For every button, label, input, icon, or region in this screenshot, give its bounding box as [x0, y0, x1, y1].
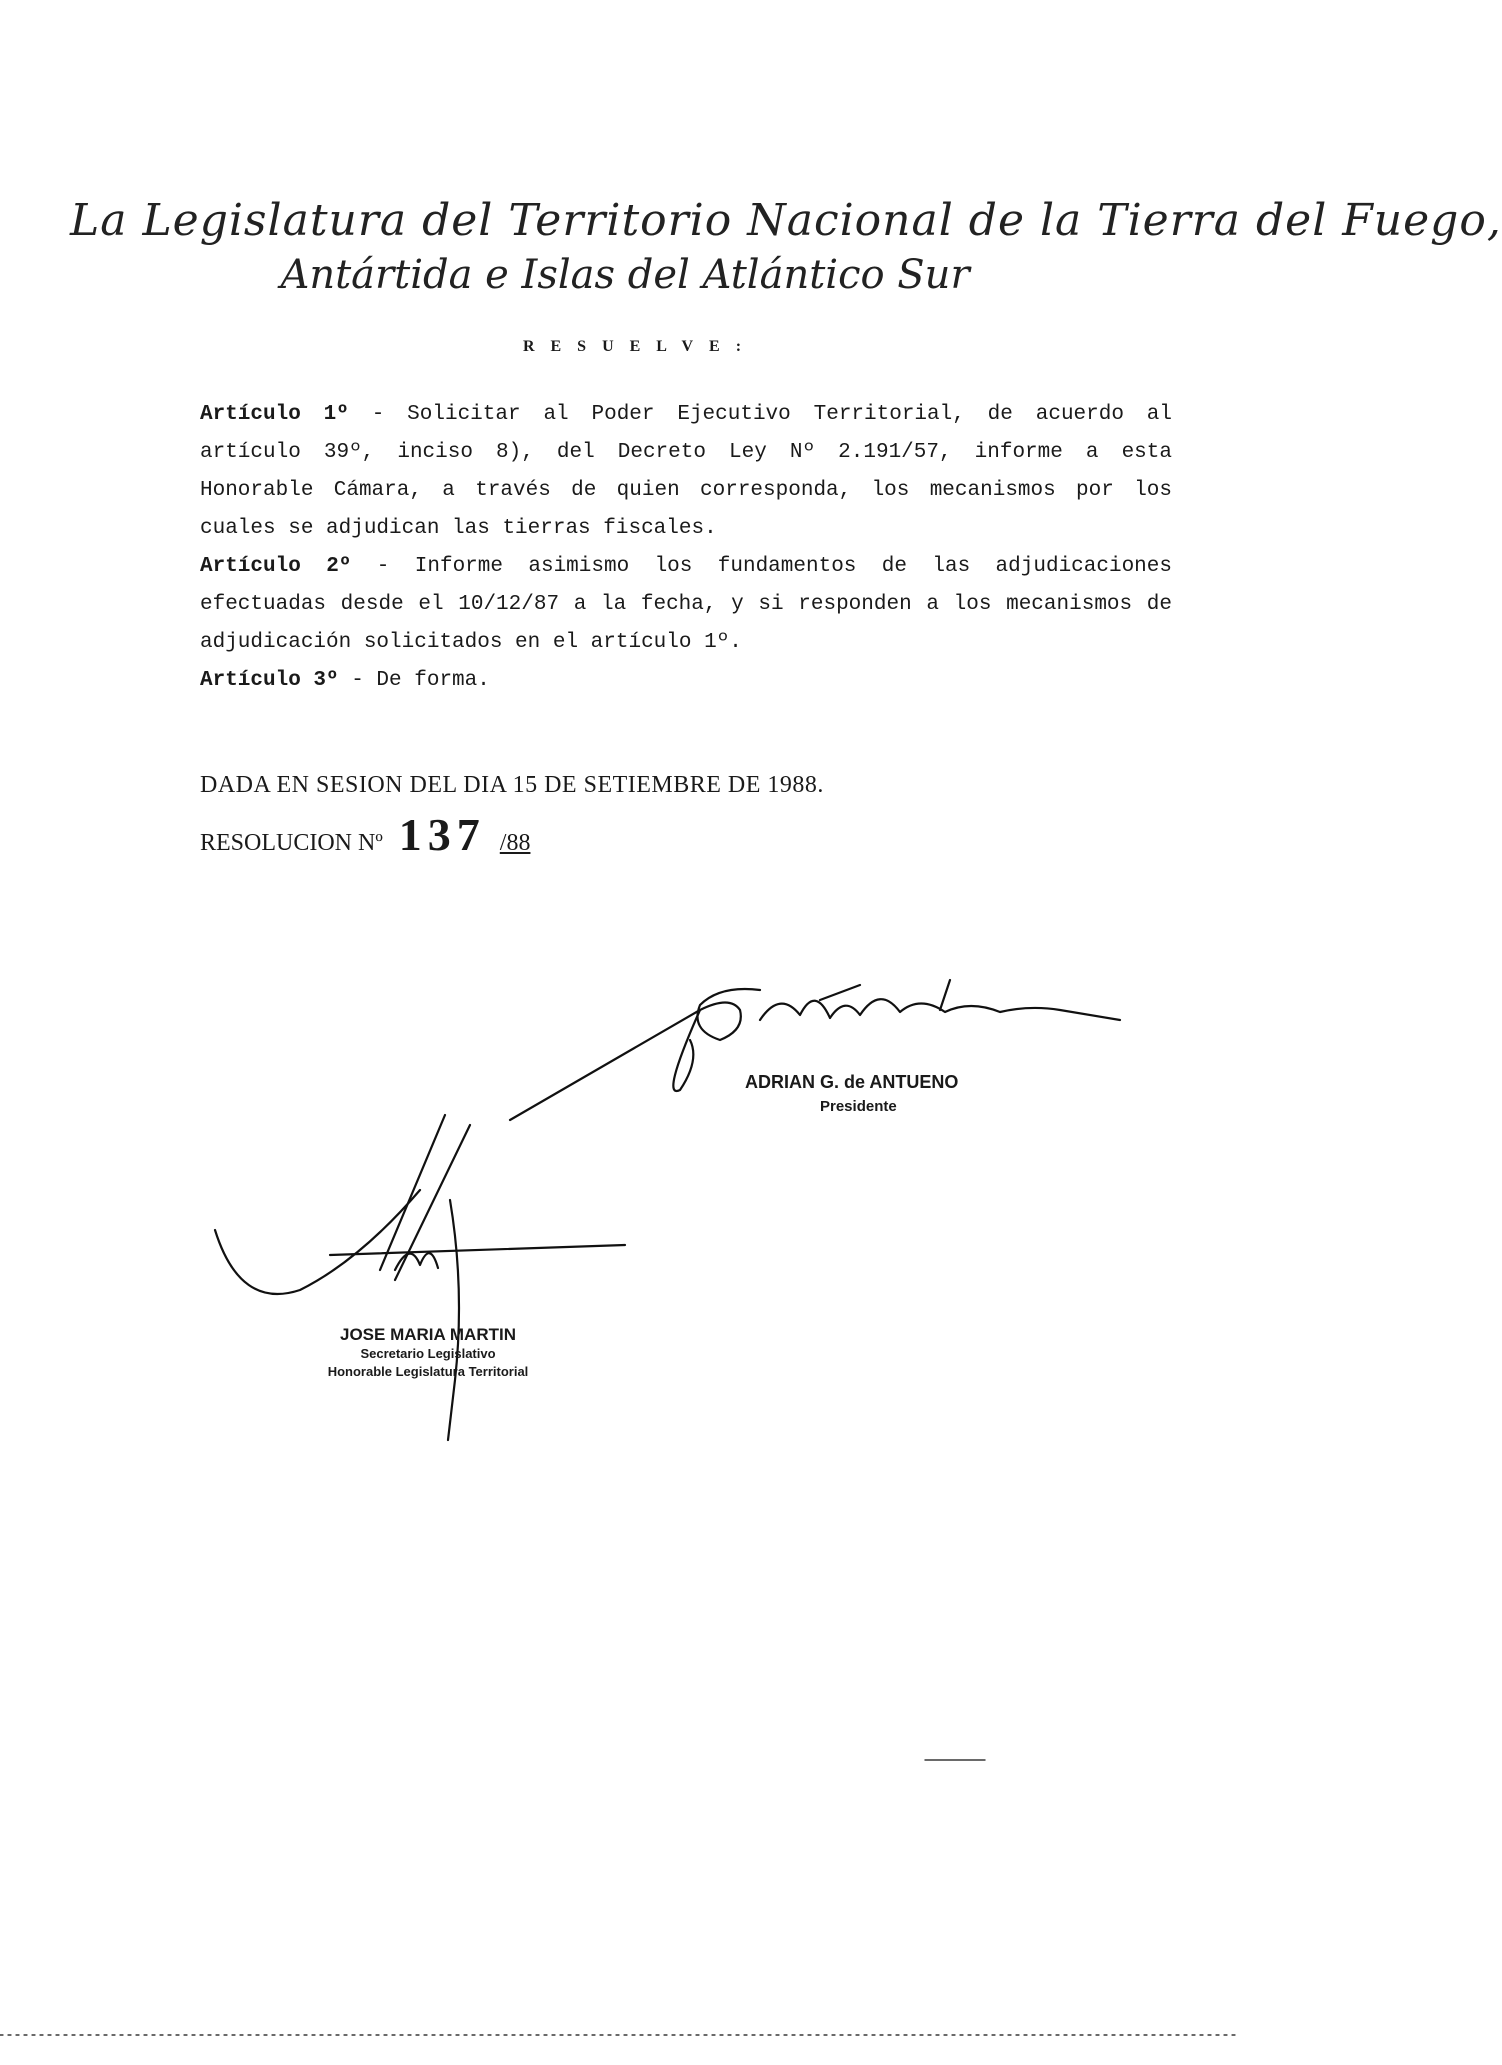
president-name: ADRIAN G. de ANTUENO	[745, 1072, 959, 1092]
resolution-number: 137	[398, 809, 486, 860]
article-2-text: - Informe asimismo los fundamentos de las adjudicaciones efectuadas desde el 10/12/87 a la fecha, y si responden a los mecanismos de adjudicación solicitados en el artículo 1º.	[200, 555, 1172, 654]
secretary-title: Secretario Legislativo	[360, 1346, 496, 1361]
article-2-label: Artículo 2º	[200, 555, 352, 578]
session-date: DADA EN SESION DEL DIA 15 DE SETIEMBRE DE 1988.	[200, 772, 824, 798]
president-title: Presidente	[820, 1098, 897, 1115]
article-1-text: - Solicitar al Poder Ejecutivo Territorial, de acuerdo al artículo 39º, inciso 8), del Decreto Ley Nº 2.191/57, informe a esta Honorable Cámara, a través de quien corresponda, los mecanismos por los cuales se adjudican las tierras fiscales.	[200, 403, 1173, 540]
resuelve-heading: RESUELVE:	[522, 338, 758, 355]
secretary-signature-line	[330, 1245, 625, 1255]
secretary-block	[298, 1325, 558, 1381]
secretary-org: Honorable Legislatura Territorial	[327, 1364, 529, 1379]
resolution-year: /88	[499, 830, 531, 856]
secretary-name: JOSE MARIA MARTIN	[340, 1325, 516, 1344]
letterhead-line-1: La Legislatura del Territorio Nacional de la Tierra del Fuego,	[70, 195, 1502, 246]
president-signature-stroke	[510, 989, 760, 1120]
secretary-signature-tail	[448, 1200, 459, 1440]
secretary-signature-stroke	[215, 1190, 420, 1294]
article-3-text: - De forma.	[338, 669, 490, 692]
article-3-label: Artículo 3º	[200, 669, 339, 692]
article-1-label: Artículo 1º	[200, 403, 349, 426]
letterhead-line-2: Antártida e Islas del Atlántico Sur	[280, 252, 970, 298]
resolution-label: RESOLUCION Nº	[200, 830, 383, 856]
